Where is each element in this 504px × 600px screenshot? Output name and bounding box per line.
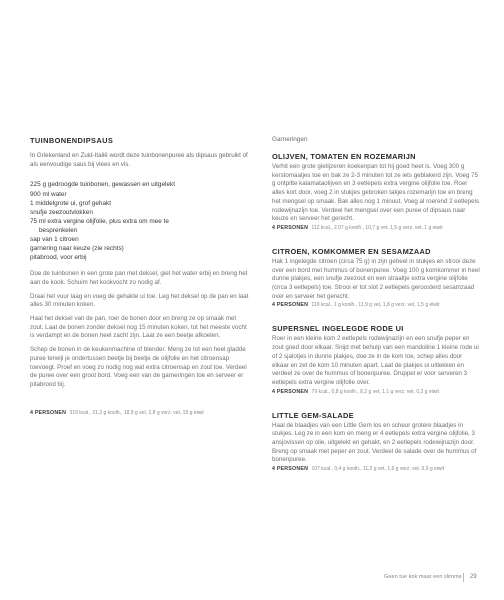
nutrition-info	[30, 410, 250, 417]
footer-divider	[463, 573, 464, 582]
garnish-title: OLIJVEN, TOMATEN EN ROZEMARIJN	[272, 152, 416, 161]
ingredient: sap van 1 citroen	[30, 235, 79, 243]
ingredient: besprenkelen	[39, 226, 78, 234]
nutrition-info	[272, 389, 480, 396]
footer-text: Geen tue kok maar een slimme	[384, 574, 462, 580]
garnish-recipe	[272, 324, 480, 395]
garnish-body: Roer in een kleine kom 2 eetlepels rodewijnazijn en een snufje peper en zout goed door elkaar. Snijd met behulp van een mandoline 1 kleine rode ui of 2 sjalotjes in dunne plakjes, doe ze in de kom toe, schep alles door elkaar en zet de kom 10 minuten apart. Laat de plakjes ui uitlekken en verdeel ze over de hummus of bonenpuree. Druppel er voor serveren 3 eetlepels extra vergine olijfolie over.	[272, 335, 479, 386]
garnish-recipe	[272, 411, 480, 474]
garnish-body: Verhit een grote gietijzeren koekenpan tot hij goed heet is. Voeg 300 g kerstomaatjes toe en bak ze 2-3 minuten tot ze iets geblakerd zijn. Voeg 75 g ontpitte kalamataolijven en 3 eetlepels extra vergine olijfolie toe. Roer alles kort door, voeg 2 in stukjes gebroken takjes rozemarijn toe en breng het mengsel op smaak. Bak alles nog 1 minuut. Voeg al roerend 2 eetlepels rodewijnazijn toe. Verdeel het mengsel over een puree of dipsaus naar keuze en serveer het gerecht.	[272, 163, 480, 223]
persons-label: 4 PERSONEN	[272, 466, 309, 473]
garnishing-label: Garneringen	[272, 136, 308, 143]
nutrition-values: 119 kcal., 1 g koolh., 11,9 g vet, 1,8 g verz. vet, 1,5 g eiwit	[311, 302, 440, 309]
garnish-recipe	[272, 247, 480, 310]
garnish-body: Haal de blaadjes van een Little Gem los en scheur grotere blaadjes in stukjes. Leg ze in een kom en meng er 4 eetlepels extra vergine olijfolie, 3 ansjovissen op olie, uitgelekt en gehakt, en 2 eetlepels rodewijnazijn door. Breng op smaak met peper en zout. Verdeel de salade over de hummus of bonenpuree.	[272, 421, 477, 464]
ingredient: 1 middelgrote ui, grof gehakt	[30, 199, 111, 207]
nutrition-values: 107 kcal., 0,4 g koolh., 11,2 g vet, 1,6 g verz. vet, 0,9 g eiwit	[311, 466, 445, 473]
garnish-title: CITROEN, KOMKOMMER EN SESAMZAAD	[272, 246, 431, 256]
method-step: Draai het vuur laag en voeg de gehakte ui toe. Leg het deksel op de pan en laat alles 30 minuten koken.	[30, 292, 249, 309]
garnish-body: Hak 1 ingelegde citroen (circa 75 g) in zijn geheel in stukjes en strooi deze over een bord met hummus of bonenpuree. Voeg 100 g komkommer in heel dunne plakjes, een snufje zeezout en een straaltje extra vergine olijfolie (circa 3 eetlepels) toe. Strooi er tot slot 2 eetlepels geroosterd sesamzaad over en serveer het gerecht.	[272, 257, 480, 300]
recipe-intro: In Griekenland en Zuid-Italië wordt deze tuinbonenpuree als dipsaus gebruikt of als eenvoudige saus bij vlees en vis.	[30, 152, 248, 168]
nutrition-info	[272, 302, 480, 309]
garnish-title: LITTLE GEM-SALADE	[272, 410, 354, 420]
nutrition-info	[272, 466, 480, 473]
ingredient-list	[30, 180, 250, 262]
persons-label: 4 PERSONEN	[30, 409, 67, 416]
page-number: 29	[470, 574, 477, 580]
persons-label: 4 PERSONEN	[272, 224, 309, 231]
nutrition-values: 79 kcal., 0,8 g koolh., 8,2 g vet, 1,1 g verz. vet, 0,2 g eiwit	[311, 388, 439, 395]
nutrition-values: 319 kcal., 21,3 g koolh., 18,9 g vet, 2,8 g verz. vet, 15 g eiwit	[69, 409, 204, 416]
right-column	[272, 136, 480, 488]
method-step: Schep de bonen in de keukenmachine of blender. Meng ze tot een heel gladde puree terwijl je ondertussen beetje bij beetje de olijfolie en het citroensap toevoegt. Proef en voeg zo nodig nog wat extra citroensap en zout toe. Verdeel de puree over een groot bord. Voeg een van de garneringen toe en serveer er pitabrood bij.	[30, 346, 247, 388]
left-column	[30, 136, 250, 417]
nutrition-values: 112 kcal., 2,07 g koolh., 10,7 g vet, 1,5 g verz. vet, 1 g eiwit	[311, 224, 443, 231]
recipe-title: TUINBONENDIPSAUS	[30, 136, 114, 145]
ingredient: 900 ml water	[30, 190, 67, 198]
persons-label: 4 PERSONEN	[272, 302, 309, 309]
ingredient: snufje zeezoutvlokken	[30, 208, 93, 216]
method-step: Haal het deksel van de pan, roer de bonen door en breng ze op smaak met zout. Laat de bonen zonder deksel nog 15 minuten koken, tot het meeste vocht is verdampt en de bonen heel zacht zijn. Laat ze een beetje afkoelen.	[30, 315, 247, 340]
garnish-recipe	[272, 152, 480, 232]
ingredient: pitabrood, voor erbij	[30, 254, 87, 262]
ingredient: 225 g gedroogde tuinbonen, gewassen en uitgelekt	[30, 181, 175, 189]
ingredient: 75 ml extra vergine olijfolie, plus extra om mee te	[30, 217, 169, 225]
ingredient: garnering naar keuze (zie rechts)	[30, 245, 124, 253]
nutrition-info	[272, 225, 480, 232]
garnish-title: SUPERSNEL INGELEGDE RODE UI	[272, 324, 404, 334]
persons-label: 4 PERSONEN	[272, 388, 309, 395]
method-step: Doe de tuinbonen in een grote pan met deksel, giet het water erbij en breng het aan de kook. Schuim het kookvocht zo nodig af.	[30, 270, 248, 286]
